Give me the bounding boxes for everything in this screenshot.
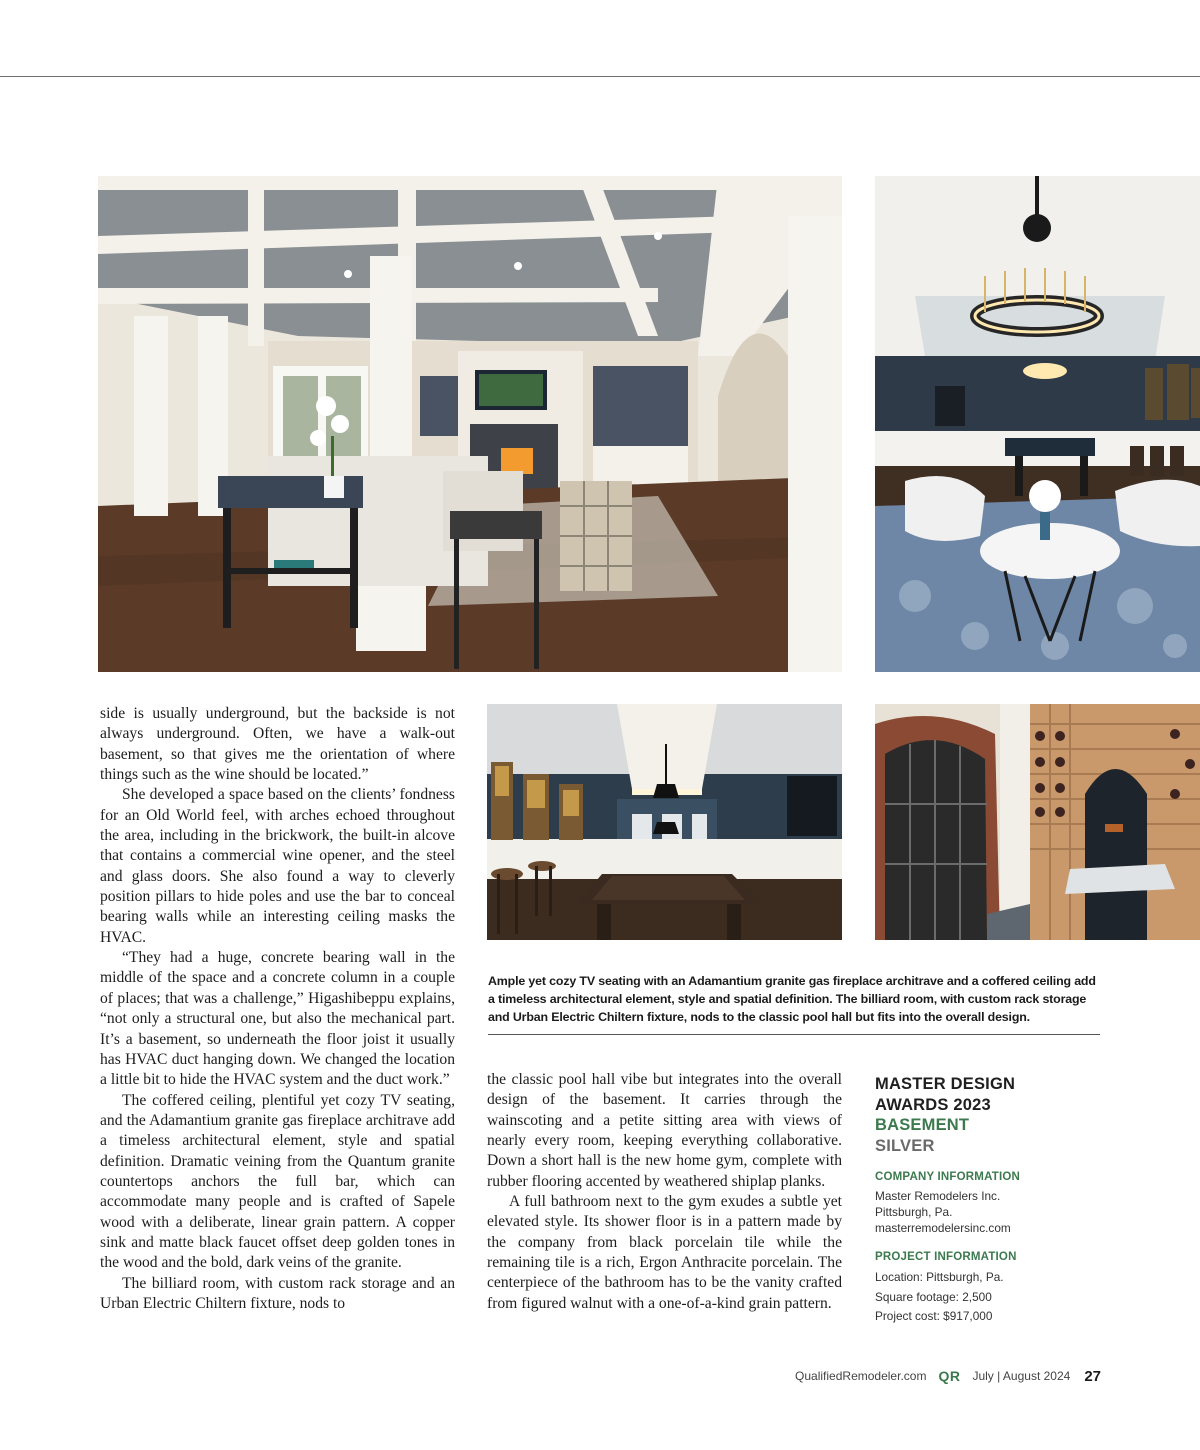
wine-cellar-photo <box>875 704 1200 940</box>
photo-caption: Ample yet cozy TV seating with an Adamantium granite gas fireplace architrave and a coffered ceiling add a timeless architectural element, style and spatial definition. The billiard room, with custom rack storage and Urban Electric Chiltern fixture, nods to the classic pool hall but fits into the overall design. <box>488 974 1096 1024</box>
project-location: Location: Pittsburgh, Pa. <box>875 1270 1004 1284</box>
company-website: masterremodelersinc.com <box>875 1221 1011 1235</box>
company-location: Pittsburgh, Pa. <box>875 1205 953 1219</box>
footer-site: QualifiedRemodeler.com <box>795 1369 927 1383</box>
paragraph: “They had a huge, concrete bearing wall in the middle of the space and a concrete column in a couple of places; that was a challenge,” Higashibeppu explains, “not only a structural one, but also the mechanical part. It’s a basement, so underneath the floor joist it usually has HVAC duct hanging down. We changed the location a little bit to hide the HVAC system and the duct work.” <box>100 949 455 1089</box>
awards-title-line: MASTER DESIGN <box>875 1075 1016 1093</box>
paragraph: The billiard room, with custom rack storage and an Urban Electric Chiltern fixture, nods to <box>100 1274 455 1312</box>
paragraph: The coffered ceiling, plentiful yet cozy TV seating, and the Adamantium granite gas fireplace architrave add a timeless architectural element, style and spatial definition. Dramatic veining from the Quantum granite countertops anchors the full bar, which can accommodate many people and is crafted of Sapele wood with a deliberate, linear grain pattern. A copper sink and matte black faucet offset deep golden tones in the wood and the bold, dark veins of the granite. <box>100 1091 455 1272</box>
award-level: SILVER <box>875 1136 935 1155</box>
awards-sidebar <box>875 1074 1110 1327</box>
project-cost: Project cost: $917,000 <box>875 1309 993 1323</box>
middle-column-text <box>487 1070 842 1314</box>
company-name: Master Remodelers Inc. <box>875 1189 1001 1203</box>
paragraph: side is usually underground, but the backside is not always underground. Often, we have a walk-out basement, so that gives me the orientation of where things such as the wine should be located.” <box>100 705 455 784</box>
left-column-text <box>100 704 455 1314</box>
page-number: 27 <box>1084 1367 1101 1385</box>
paragraph: the classic pool hall vibe but integrates into the overall design of the basement. It carries through the wainscoting and a petite sitting area with views of nearly every room, keeping everything collaborative. Down a short hall is the new home gym, complete with rubber flooring accented by weathered shiplap planks. <box>487 1071 842 1190</box>
caption-rule <box>488 1034 1100 1035</box>
paragraph: A full bathroom next to the gym exudes a subtle yet elevated style. Its shower floor is in a pattern made by the company from black porcelain tile while the remaining tile is a rich, Ergon Anthracite porcelain. The centerpiece of the bathroom has to be the vanity crafted from figured walnut with a one-of-a-kind grain pattern. <box>487 1193 842 1312</box>
page-footer <box>0 1362 1101 1390</box>
qr-logo: QR <box>938 1368 961 1384</box>
lounge-photo <box>875 176 1200 672</box>
paragraph: She developed a space based on the clients’ fondness for an Old World feel, with arches echoed throughout the area, including in the brickwork, the built-in alcove that contains a commercial wine opener, and the steel and glass doors. She also found a way to cleverly position pillars to hide poles and use the bar to conceal bearing walls while an interesting ceiling masks the HVAC. <box>100 786 455 946</box>
project-square-footage: Square footage: 2,500 <box>875 1289 992 1304</box>
award-category: BASEMENT <box>875 1116 970 1134</box>
billiard-room-photo <box>487 704 842 940</box>
company-info-heading: COMPANY INFORMATION <box>875 1171 1020 1183</box>
living-room-photo <box>98 176 842 672</box>
awards-title-line: AWARDS 2023 <box>875 1095 991 1114</box>
footer-issue: July | August 2024 <box>972 1369 1071 1383</box>
project-info-heading: PROJECT INFORMATION <box>875 1251 1017 1263</box>
top-rule <box>0 76 1200 77</box>
